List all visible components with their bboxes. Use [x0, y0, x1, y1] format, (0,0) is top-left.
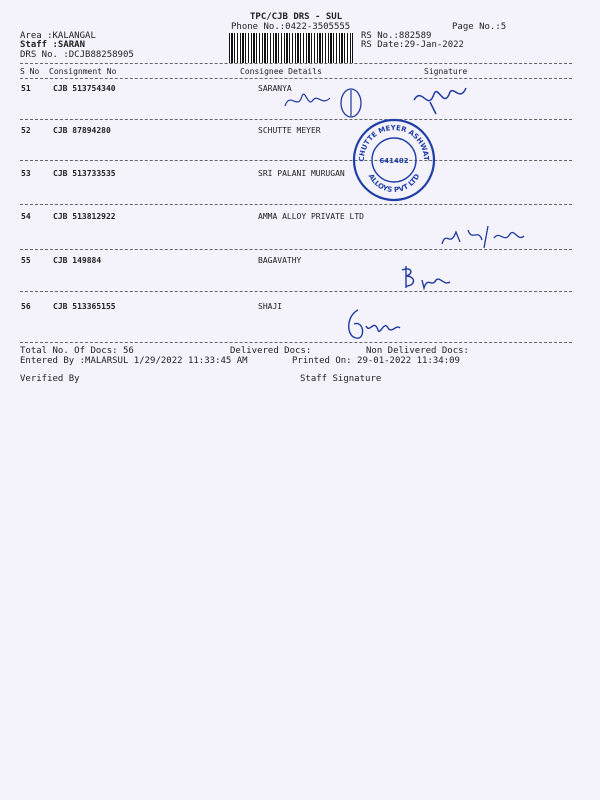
- divider: [20, 342, 572, 343]
- signature-bagavathy: [398, 262, 454, 292]
- area-field: Area :KALANGAL: [20, 31, 96, 41]
- drs-number: DRS No. :DCJB88258905: [20, 50, 134, 60]
- stamp-text-top: SCHUTTE MEYER ASHWATH: [349, 112, 431, 162]
- rs-number: RS No.:882589: [361, 31, 432, 41]
- row-sno: 54: [21, 212, 31, 221]
- divider: [20, 160, 572, 161]
- row-sno: 51: [21, 84, 31, 93]
- stamp-text-bottom: ALLOYS PVT LTD: [366, 172, 422, 195]
- row-consignee: SARANYA: [258, 84, 292, 93]
- phone-number: Phone No.:0422-3505555: [231, 22, 351, 32]
- row-sno: 55: [21, 256, 31, 265]
- row-consignment-no: CJB 513754340: [53, 84, 116, 93]
- rs-date: RS Date:29-Jan-2022: [361, 40, 464, 50]
- row-consignment-no: CJB 513812922: [53, 212, 116, 221]
- row-consignment-no: CJB 513733535: [53, 169, 116, 178]
- row-consignment-no: CJB 513365155: [53, 302, 116, 311]
- document-title: TPC/CJB DRS - SUL: [250, 12, 343, 22]
- row-consignee: SRI PALANI MURUGAN: [258, 169, 345, 178]
- row-consignee: SHAJI: [258, 302, 283, 311]
- delivered-docs: Delivered Docs:: [230, 346, 312, 356]
- row-sno: 56: [21, 302, 31, 311]
- column-header-sno: S No: [20, 67, 40, 76]
- non-delivered-docs: Non Delivered Docs:: [366, 346, 469, 356]
- signature-saranya: [280, 86, 340, 116]
- divider: [20, 291, 572, 292]
- divider: [20, 204, 572, 205]
- row-consignee: AMMA ALLOY PRIVATE LTD: [258, 212, 364, 221]
- divider: [20, 78, 572, 79]
- row-consignee: BAGAVATHY: [258, 256, 302, 265]
- divider: [20, 63, 572, 64]
- signature-shaji: [340, 306, 404, 344]
- row-consignment-no: CJB 149884: [53, 256, 102, 265]
- barcode-image: [229, 33, 353, 63]
- row-consignee: SCHUTTE MEYER: [258, 126, 321, 135]
- signature-date-scribble: [438, 222, 528, 252]
- row-sno: 53: [21, 169, 31, 178]
- signature-scribble: [410, 82, 470, 116]
- entered-by: Entered By :MALARSUL 1/29/2022 11:33:45 AM: [20, 356, 248, 366]
- page-number: Page No.:5: [452, 22, 507, 32]
- stamp-center-text: 641402: [379, 157, 409, 165]
- column-header-consignment: Consignment No: [49, 67, 117, 76]
- company-stamp: [349, 112, 436, 202]
- divider: [20, 119, 572, 120]
- row-sno: 52: [21, 126, 31, 135]
- column-header-consignee: Consignee Details: [240, 67, 322, 76]
- column-header-signature: Signature: [424, 67, 468, 76]
- signature-initial: [333, 86, 369, 122]
- staff-field: Staff :SARAN: [20, 40, 86, 50]
- printed-on: Printed On: 29-01-2022 11:34:09: [292, 356, 460, 366]
- verified-by-label: Verified By: [20, 374, 80, 384]
- staff-signature-label: Staff Signature: [300, 374, 382, 384]
- total-docs: Total No. Of Docs: 56: [20, 346, 134, 356]
- row-consignment-no: CJB 87894280: [53, 126, 111, 135]
